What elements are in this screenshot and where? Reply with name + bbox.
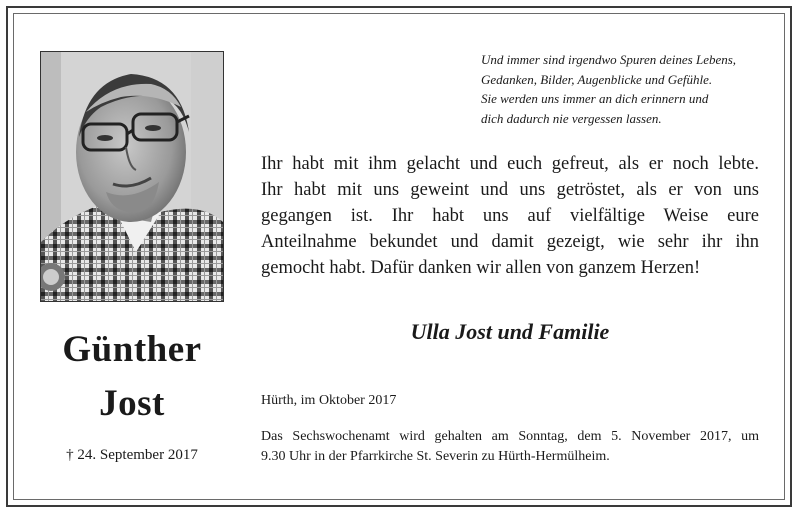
poem-line: Und immer sind irgendwo Spuren deines Lebens, <box>481 52 737 67</box>
poem <box>481 50 781 128</box>
poem-line: Sie werden uns immer an dich erinnern und <box>481 91 709 106</box>
service-line: 9.30 Uhr in der Pfarrkirche St. Severin zu Hürth-Hermülheim. <box>261 449 610 464</box>
death-date: † 24. September 2017 <box>66 447 198 463</box>
thank-you-message <box>261 151 759 281</box>
poem-line: dich dadurch nie vergessen lassen. <box>481 110 662 126</box>
message-line: Anteilnahme bekundet und damit gezeigt, wie sehr ihr ihn <box>261 232 759 252</box>
message-line: Ihr habt mit ihm gelacht und euch gefreut, als er noch lebte. <box>261 154 759 174</box>
family-signature: Ulla Jost und Familie <box>410 319 610 344</box>
message-line: Ihr habt mit uns geweint und uns getröstet, als er von uns <box>261 180 759 200</box>
deceased-first-name: Günther <box>62 329 202 370</box>
deceased-last-name: Jost <box>99 383 165 424</box>
poem-line: Gedanken, Bilder, Augenblicke und Gefühle. <box>481 71 713 87</box>
portrait-photo <box>40 51 224 302</box>
place-date: Hürth, im Oktober 2017 <box>261 393 397 408</box>
message-line: gegangen ist. Ihr habt uns auf vielfältige Weise eure <box>261 206 759 226</box>
service-line: Das Sechswochenamt wird gehalten am Sonntag, dem 5. November 2017, um <box>261 429 759 444</box>
service-announcement <box>261 427 759 467</box>
message-line: gemocht habt. Dafür danken wir allen von ganzem Herzen! <box>261 258 701 278</box>
